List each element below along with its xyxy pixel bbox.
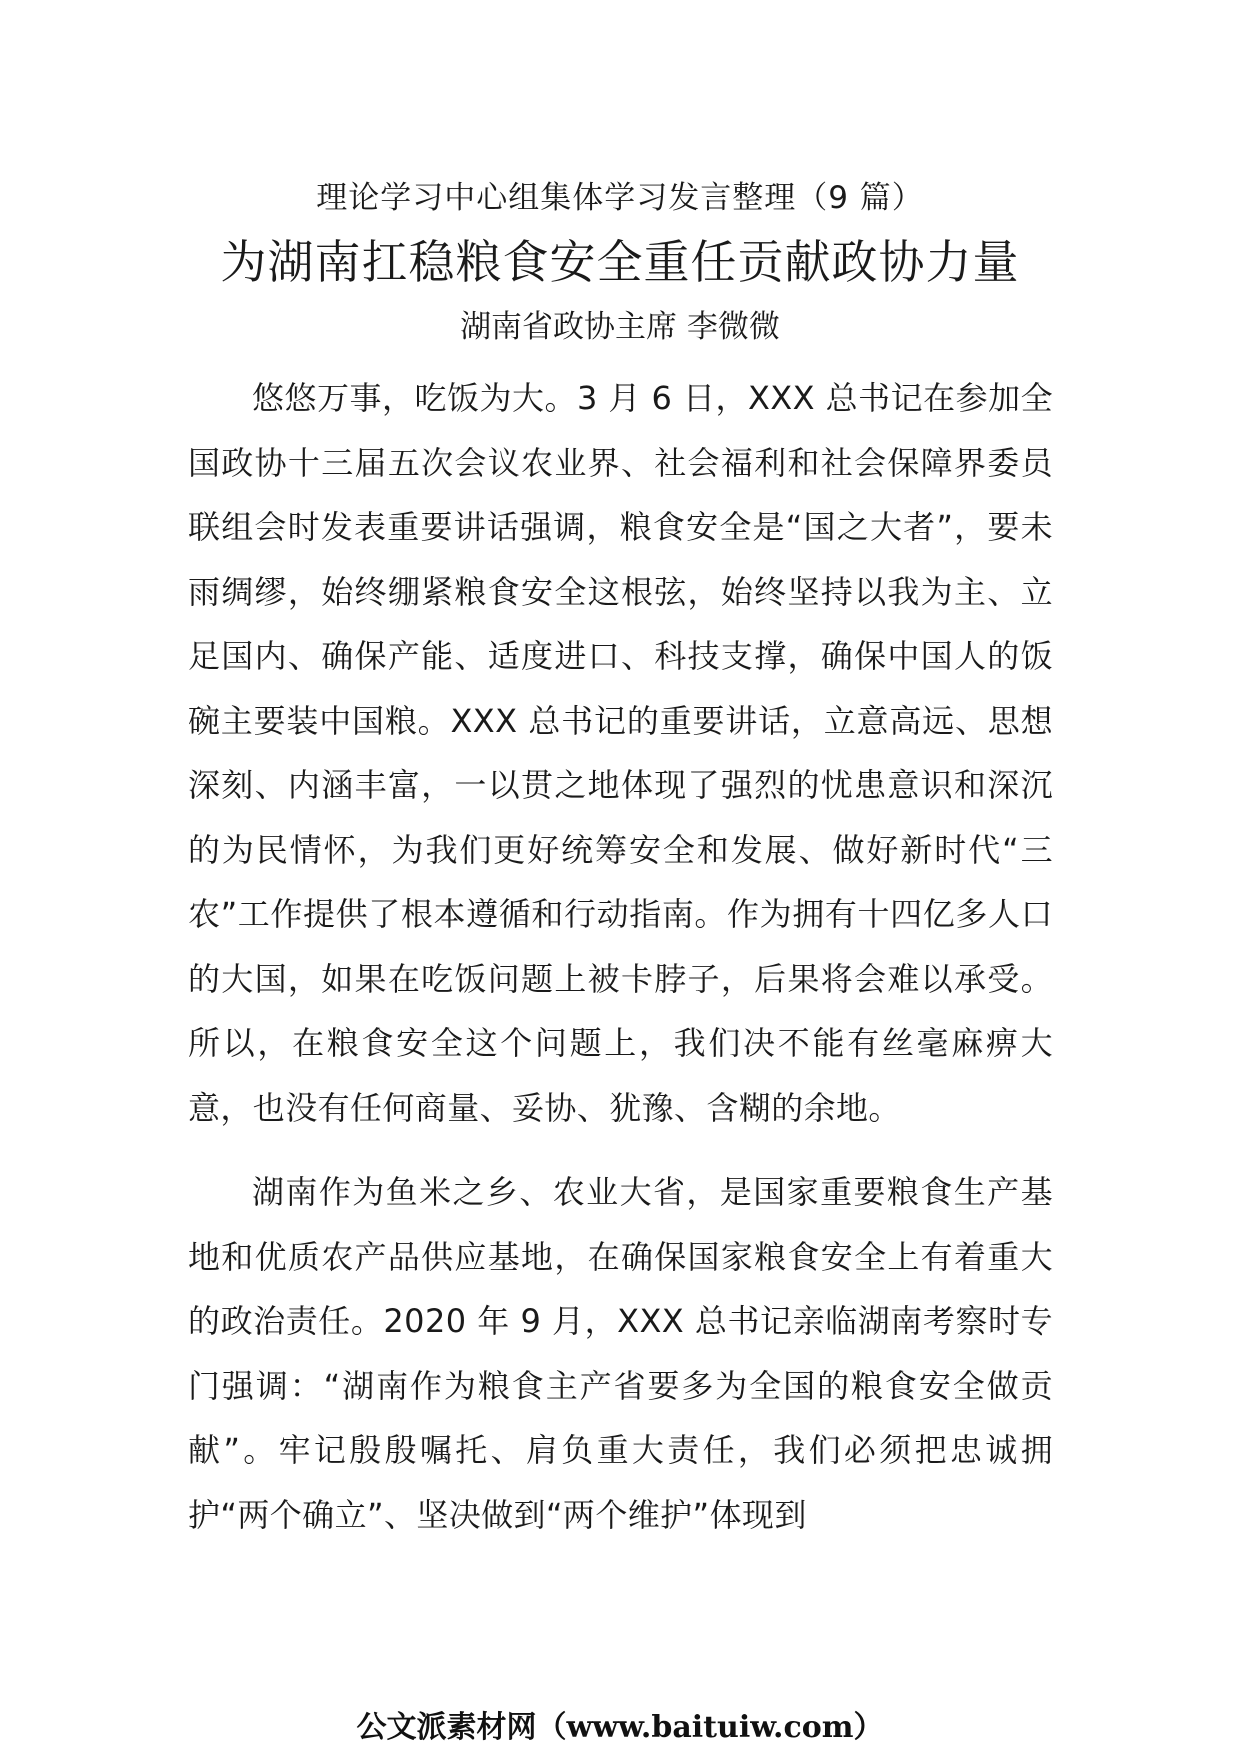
paragraph-2: 湖南作为鱼米之乡、农业大省，是国家重要粮食生产基地和优质农产品供应基地，在确保国家粮食安全上有着重大的政治责任。2020 年 9 月，XXX 总书记亲临湖南考察时专门强调：“湖南作为粮食主产省要多为全国的粮食安全做贡献”。牢记殷殷嘱托、肩负重大责任，我们必须把忠诚拥护“两个确立”、坚决做到“两个维护”体现到 [188, 1173, 1053, 1534]
main-title: 为湖南扛稳粮食安全重任贡献政协力量 [220, 235, 1020, 289]
body-text [188, 366, 1053, 1547]
author-line: 湖南省政协主席 李微微 [460, 309, 780, 345]
series-title: 理论学习中心组集体学习发言整理（9 篇） [316, 180, 924, 216]
paragraph-1: 悠悠万事，吃饭为大。3 月 6 日，XXX 总书记在参加全国政协十三届五次会议农业界、社会福利和社会保障界委员联组会时发表重要讲话强调，粮食安全是“国之大者”，要未雨绸缪，始终绷紧粮食安全这根弦，始终坚持以我为主、立足国内、确保产能、适度进口、科技支撑，确保中国人的饭碗主要装中国粮。XXX 总书记的重要讲话，立意高远、思想深刻、内涵丰富，一以贯之地体现了强烈的忧患意识和深沉的为民情怀，为我们更好统筹安全和发展、做好新时代“三农”工作提供了根本遵循和行动指南。作为拥有十四亿多人口的大国，如果在吃饭问题上被卡脖子，后果将会难以承受。所以，在粮食安全这个问题上，我们决不能有丝毫麻痹大意，也没有任何商量、妥协、犹豫、含糊的余地。 [188, 379, 1053, 1127]
footer-watermark: 公文派素材网（www.baituiw.com） [356, 1710, 884, 1745]
